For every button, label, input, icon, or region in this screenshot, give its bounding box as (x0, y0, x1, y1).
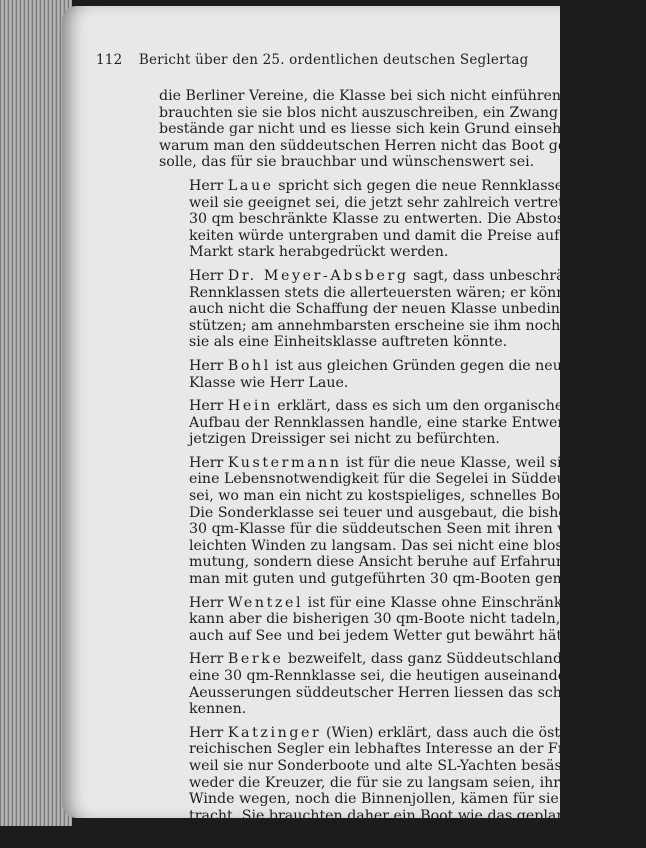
speaker-name: Bohl (227, 357, 271, 374)
line-text: sagt, dass unbeschränkte (413, 267, 597, 284)
text-line: reichischen Segler ein lebhaftes Interesse an der Frage hätten, (189, 741, 646, 758)
text-line: jetzigen Dreissiger sei nicht zu befürchten. (189, 431, 500, 448)
text-line: die Berliner Vereine, die Klasse bei sich nicht einführen, so (159, 88, 586, 104)
body-text (159, 88, 646, 848)
text-line: auch auf See und bei jedem Wetter gut bewährt hätten. (189, 627, 590, 644)
speaker-name: Laue (227, 177, 274, 194)
text-line: nötig, zumal der Preis noch ein erschwinglicher sei. (189, 824, 564, 841)
text-line: eine Lebensnotwendigkeit für die Segelei in Süddeutschland (189, 471, 627, 488)
text-line: sie als eine Einheitsklasse auftreten könnte. (189, 334, 508, 351)
line-text: ist aus gleichen Gründen gegen die neue (275, 357, 571, 374)
text-line (159, 455, 583, 472)
page-number: 112 (96, 52, 123, 68)
text-line: weder die Kreuzer, die für sie zu langsam seien, ihrer leichten (189, 774, 638, 791)
speaker-name: Kustermann (227, 454, 342, 471)
text-line: 30 qm-Klasse für die süddeutschen Seen mit ihren vorwiegend (189, 521, 642, 538)
text-line: eine 30 qm-Rennklasse sei, die heutigen auseinandergehenden (189, 668, 644, 684)
line-text: spricht sich gegen die neue Rennklasse aus, (278, 177, 598, 194)
speaker-name: Dr. Meyer-Absberg (227, 267, 409, 284)
honorific: Herr (189, 724, 224, 741)
text-line (159, 358, 583, 375)
honorific: Herr (189, 177, 224, 194)
text-line: weil sie geeignet sei, die jetzt sehr zahlreich vertretene (189, 194, 590, 211)
text-line: Rennklassen stets die allerteuersten wären; er könne deshalb (189, 284, 635, 301)
honorific: Herr (189, 357, 224, 374)
text-line (159, 177, 598, 195)
text-line: stützen; am annehmbarsten erscheine sie ihm noch, wenn (189, 317, 609, 334)
text-line: Klasse wie Herr Laue. (189, 374, 349, 391)
text-line: man mit guten und gutgeführten 30 qm-Booten gemacht habe. (189, 571, 642, 588)
paragraph (159, 358, 583, 391)
text-line: kann aber die bisherigen 30 qm-Boote nicht tadeln, die sich (189, 611, 621, 628)
honorific: Herr (189, 398, 224, 415)
honorific: Herr (189, 454, 224, 471)
paragraph (159, 454, 643, 588)
honorific: Herr (189, 651, 224, 668)
text-line: auch nicht die Schaffung der neuen Klasse unbedingt unter- (189, 301, 624, 318)
text-line: brauchten sie sie blos nicht auszuschreiben, ein Zwang dazu (159, 104, 597, 121)
text-line: keiten würde untergraben und damit die Preise auf dem (189, 227, 595, 244)
line-text: ist für eine Klasse ohne Einschränkung, (307, 594, 595, 611)
text-line (159, 267, 597, 285)
text-line: solle, das für sie brauchbar und wünschenswert sei. (159, 154, 535, 171)
text-line: bestände gar nicht und es liesse sich kein Grund einsehen, (159, 121, 584, 138)
line-text: (Wien) erklärt, dass auch die öster- (325, 724, 581, 741)
running-header (96, 52, 556, 68)
text-line (159, 651, 588, 668)
text-line: Winde wegen, noch die Binnenjollen, kämen für sie in Be- (189, 791, 606, 808)
text-line: Markt stark herabgedrückt werden. (189, 244, 449, 261)
text-line: 30 qm beschränkte Klasse zu entwerten. Die Abstoss-Möglich- (189, 211, 640, 228)
honorific: Herr (189, 594, 224, 611)
text-line (159, 725, 583, 742)
text-line: warum man den süddeutschen Herren nicht das Boot geben (159, 137, 593, 154)
running-title: Bericht über den 25. ordentlichen deutschen Seglertag (138, 52, 529, 68)
speaker-name: Hein (227, 398, 273, 415)
text-line: Aeusserungen süddeutscher Herren liessen das schon er- (189, 684, 605, 701)
line-text: erklärt, dass es sich um den organischen (277, 398, 573, 415)
text-line: kennen. (189, 701, 247, 718)
speaker-name: Berke (227, 651, 284, 668)
speaker-name: Wentzel (227, 594, 304, 611)
text-line (159, 594, 595, 612)
text-line: tracht. Sie brauchten daher ein Boot wie das geplante sehr (189, 807, 616, 824)
paragraph (159, 724, 646, 841)
paragraph (159, 651, 644, 718)
paragraph (159, 177, 640, 261)
paragraph (159, 594, 621, 645)
speaker-name: Katzinger (227, 724, 322, 741)
text-line: Die Sonderklasse sei teuer und ausgebaut, die bisherige (189, 504, 596, 521)
text-line: sei, wo man ein nicht zu kostspieliges, schnelles Boot brauche. (189, 488, 643, 505)
paragraph (159, 267, 635, 351)
text-line: Aufbau der Rennklassen handle, eine starke Entwertung der (189, 414, 626, 431)
paragraph (159, 398, 626, 448)
text-line: leichten Winden zu langsam. Das sei nicht eine blosse Ver- (189, 537, 612, 554)
paragraph (159, 88, 597, 171)
line-text: ist für die neue Klasse, weil sie (346, 454, 570, 471)
text-line (159, 398, 583, 415)
text-line: mutung, sondern diese Ansicht beruhe auf Erfahrung, die (189, 554, 606, 571)
honorific: Herr (189, 267, 224, 284)
text-line: weil sie nur Sonderboote und alte SL-Yachten besässen; (189, 757, 592, 774)
line-text: bezweifelt, dass ganz Süddeutschland für (287, 651, 588, 668)
